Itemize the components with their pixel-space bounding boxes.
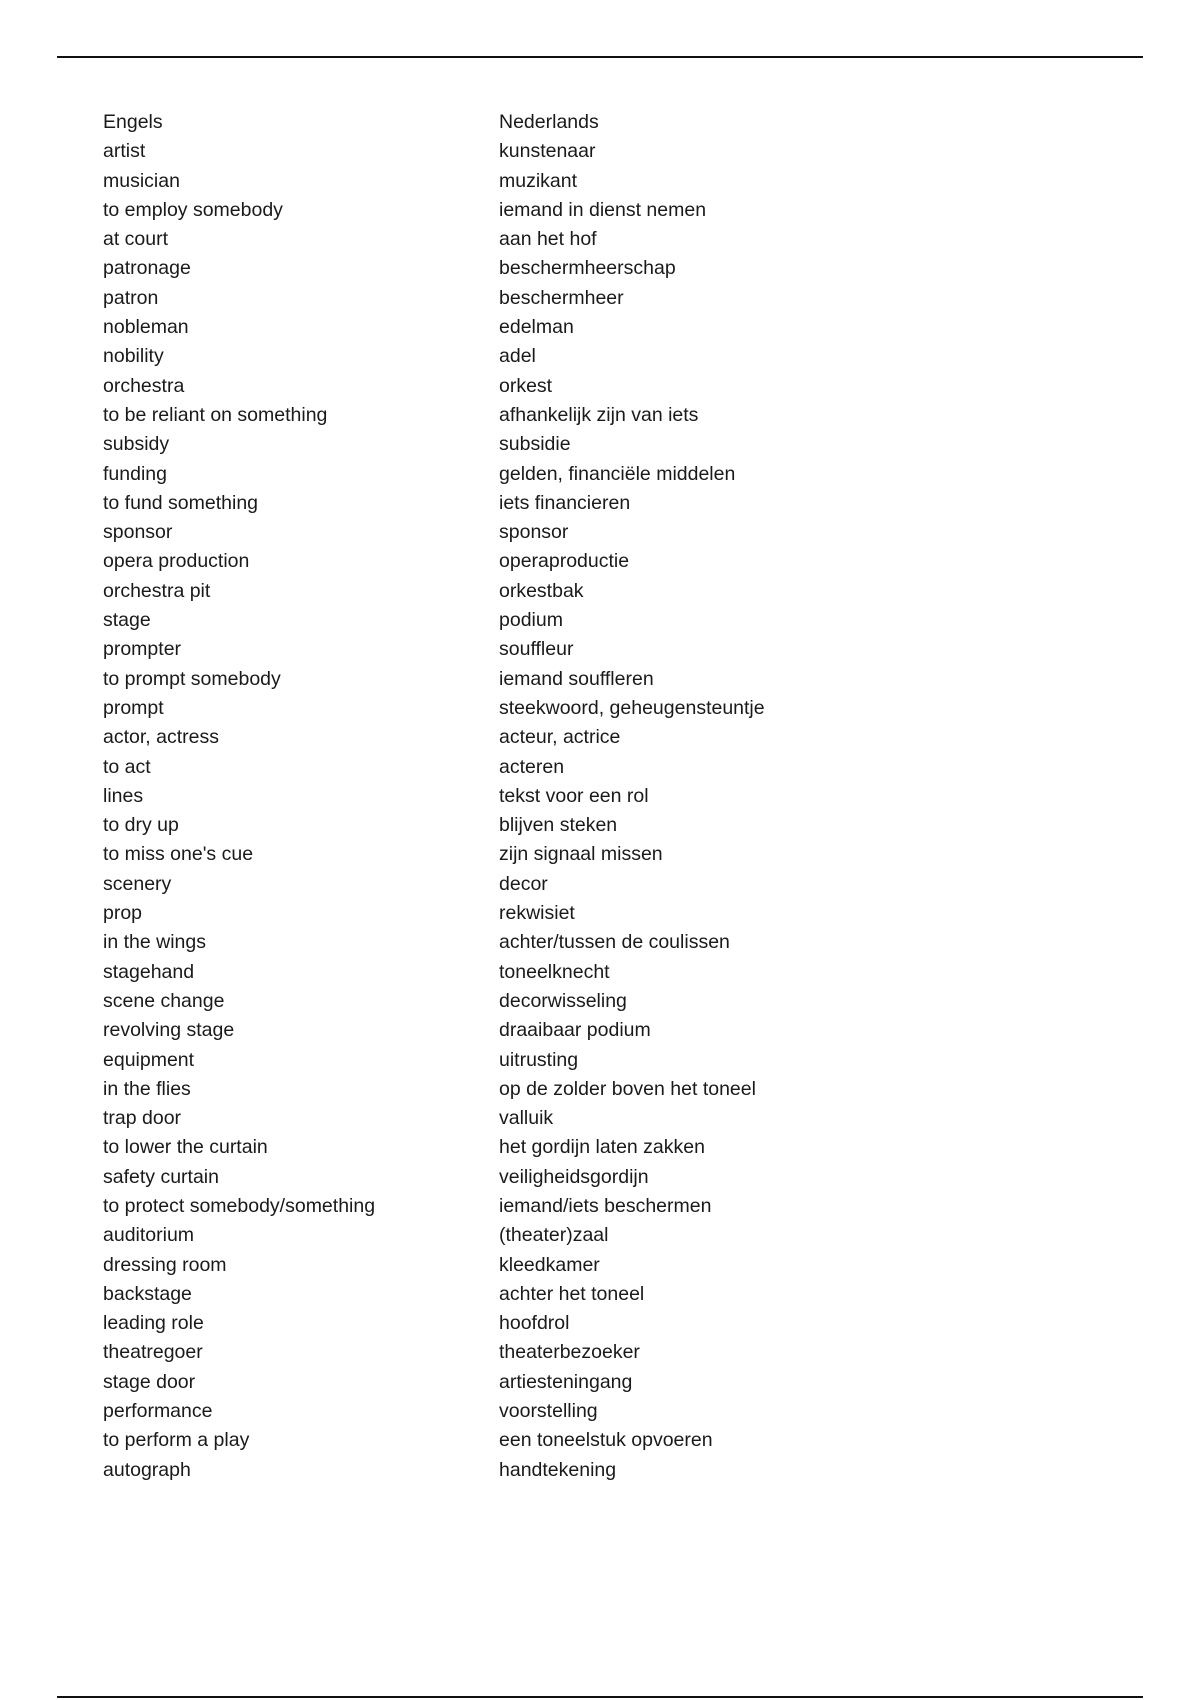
english-term: stagehand [103, 960, 195, 983]
vocabulary-row [103, 284, 1003, 313]
vocabulary-row [103, 1104, 1003, 1133]
dutch-term: op de zolder boven het toneel [499, 1077, 756, 1100]
english-term: leading role [103, 1312, 204, 1335]
vocabulary-row [103, 665, 1003, 694]
vocabulary-row [103, 1251, 1003, 1280]
vocabulary-row [103, 1397, 1003, 1426]
dutch-term: valluik [499, 1107, 554, 1130]
bottom-rule [57, 1696, 1143, 1698]
english-term: backstage [103, 1282, 192, 1305]
vocabulary-row [103, 1192, 1003, 1221]
dutch-term: subsidie [499, 433, 571, 456]
vocabulary-row [103, 606, 1003, 635]
dutch-term: orkest [499, 374, 553, 397]
dutch-term: operaproductie [499, 550, 630, 573]
vocabulary-row [103, 137, 1003, 166]
vocabulary-row [103, 1016, 1003, 1045]
vocabulary-table [103, 108, 1003, 1485]
english-term: performance [103, 1400, 213, 1423]
dutch-term: uitrusting [499, 1048, 579, 1071]
vocabulary-row [103, 401, 1003, 430]
vocabulary-row [103, 1133, 1003, 1162]
dutch-term: rekwisiet [499, 902, 575, 925]
vocabulary-row [103, 1338, 1003, 1367]
dutch-term: aan het hof [499, 228, 597, 251]
english-term: lines [103, 784, 144, 807]
dutch-term: handtekening [499, 1458, 617, 1481]
dutch-term: toneelknecht [499, 960, 610, 983]
vocabulary-row [103, 753, 1003, 782]
dutch-term: hoofdrol [499, 1312, 570, 1335]
english-term: musician [103, 169, 180, 192]
dutch-term: achter/tussen de coulissen [499, 931, 730, 954]
english-term: theatregoer [103, 1341, 203, 1364]
vocabulary-row [103, 1309, 1003, 1338]
vocabulary-row [103, 577, 1003, 606]
dutch-term: achter het toneel [499, 1282, 645, 1305]
english-term: safety curtain [103, 1165, 219, 1188]
vocabulary-row [103, 958, 1003, 987]
english-term: artist [103, 140, 146, 163]
english-term: to miss one's cue [103, 843, 254, 866]
vocabulary-row [103, 840, 1003, 869]
english-term: orchestra [103, 374, 185, 397]
english-term: stage door [103, 1370, 196, 1393]
dutch-term: iets financieren [499, 491, 631, 514]
dutch-term: tekst voor een rol [499, 784, 649, 807]
top-rule [57, 56, 1143, 58]
dutch-term: kunstenaar [499, 140, 596, 163]
dutch-term: iemand souffleren [499, 667, 654, 690]
dutch-term: orkestbak [499, 579, 584, 602]
english-term: in the wings [103, 931, 206, 954]
dutch-term: steekwoord, geheugensteuntje [499, 696, 765, 719]
dutch-term: voorstelling [499, 1400, 598, 1423]
dutch-term: muzikant [499, 169, 578, 192]
dutch-term: kleedkamer [499, 1253, 600, 1276]
dutch-term: beschermheer [499, 286, 624, 309]
vocabulary-row [103, 782, 1003, 811]
english-term: in the flies [103, 1077, 191, 1100]
vocabulary-rows [103, 137, 1003, 1485]
column-header-english: Engels [103, 111, 163, 133]
vocabulary-row [103, 694, 1003, 723]
dutch-term: afhankelijk zijn van iets [499, 403, 699, 426]
vocabulary-row [103, 342, 1003, 371]
vocabulary-row [103, 1221, 1003, 1250]
dutch-term: zijn signaal missen [499, 843, 663, 866]
english-term: actor, actress [103, 726, 219, 749]
english-term: opera production [103, 550, 250, 573]
vocabulary-row [103, 987, 1003, 1016]
english-term: nobility [103, 345, 164, 368]
dutch-term: sponsor [499, 521, 569, 544]
english-term: to fund something [103, 491, 259, 514]
english-term: patron [103, 286, 159, 309]
vocabulary-row [103, 1046, 1003, 1075]
dutch-term: veiligheidsgordijn [499, 1165, 649, 1188]
vocabulary-row [103, 928, 1003, 957]
dutch-term: adel [499, 345, 536, 368]
dutch-term: iemand/iets beschermen [499, 1194, 712, 1217]
dutch-term: gelden, financiële middelen [499, 462, 736, 485]
dutch-term: iemand in dienst nemen [499, 198, 707, 221]
vocabulary-row [103, 547, 1003, 576]
dutch-term: souffleur [499, 638, 574, 661]
dutch-term: beschermheerschap [499, 257, 676, 280]
english-term: scene change [103, 989, 225, 1012]
vocabulary-row [103, 372, 1003, 401]
english-term: funding [103, 462, 167, 485]
vocabulary-row [103, 196, 1003, 225]
vocabulary-row [103, 313, 1003, 342]
english-term: prop [103, 902, 143, 925]
header-row [103, 108, 1003, 137]
english-term: to employ somebody [103, 198, 283, 221]
english-term: auditorium [103, 1224, 195, 1247]
dutch-term: decorwisseling [499, 989, 627, 1012]
vocabulary-row [103, 870, 1003, 899]
english-term: orchestra pit [103, 579, 211, 602]
english-term: stage [103, 609, 151, 632]
vocabulary-row [103, 1280, 1003, 1309]
english-term: patronage [103, 257, 191, 280]
dutch-term: acteren [499, 755, 565, 778]
vocabulary-row [103, 167, 1003, 196]
vocabulary-row [103, 225, 1003, 254]
dutch-term: het gordijn laten zakken [499, 1136, 705, 1159]
vocabulary-row [103, 1075, 1003, 1104]
english-term: nobleman [103, 316, 189, 339]
english-term: equipment [103, 1048, 195, 1071]
english-term: dressing room [103, 1253, 227, 1276]
vocabulary-row [103, 1368, 1003, 1397]
english-term: prompt [103, 696, 164, 719]
english-term: to act [103, 755, 151, 778]
english-term: to lower the curtain [103, 1136, 268, 1159]
dutch-term: draaibaar podium [499, 1019, 651, 1042]
dutch-term: podium [499, 609, 563, 632]
vocabulary-row [103, 635, 1003, 664]
dutch-term: blijven steken [499, 814, 618, 837]
vocabulary-row [103, 1456, 1003, 1485]
english-term: trap door [103, 1107, 182, 1130]
vocabulary-row [103, 811, 1003, 840]
english-term: to protect somebody/something [103, 1194, 376, 1217]
english-term: to be reliant on something [103, 403, 328, 426]
dutch-term: (theater)zaal [499, 1224, 609, 1247]
english-term: sponsor [103, 521, 173, 544]
column-header-dutch: Nederlands [499, 111, 599, 133]
vocabulary-row [103, 518, 1003, 547]
vocabulary-row [103, 723, 1003, 752]
dutch-term: een toneelstuk opvoeren [499, 1429, 713, 1452]
english-term: prompter [103, 638, 182, 661]
vocabulary-row [103, 430, 1003, 459]
vocabulary-row [103, 899, 1003, 928]
english-term: to perform a play [103, 1429, 250, 1452]
dutch-term: decor [499, 872, 548, 895]
english-term: subsidy [103, 433, 170, 456]
english-term: to dry up [103, 814, 179, 837]
english-term: revolving stage [103, 1019, 235, 1042]
dutch-term: acteur, actrice [499, 726, 621, 749]
vocabulary-row [103, 460, 1003, 489]
english-term: scenery [103, 872, 172, 895]
english-term: to prompt somebody [103, 667, 281, 690]
vocabulary-row [103, 489, 1003, 518]
dutch-term: edelman [499, 316, 574, 339]
vocabulary-row [103, 254, 1003, 283]
vocabulary-row [103, 1163, 1003, 1192]
dutch-term: theaterbezoeker [499, 1341, 640, 1364]
english-term: autograph [103, 1458, 191, 1481]
vocabulary-row [103, 1426, 1003, 1455]
dutch-term: artiesteningang [499, 1370, 633, 1393]
english-term: at court [103, 228, 169, 251]
